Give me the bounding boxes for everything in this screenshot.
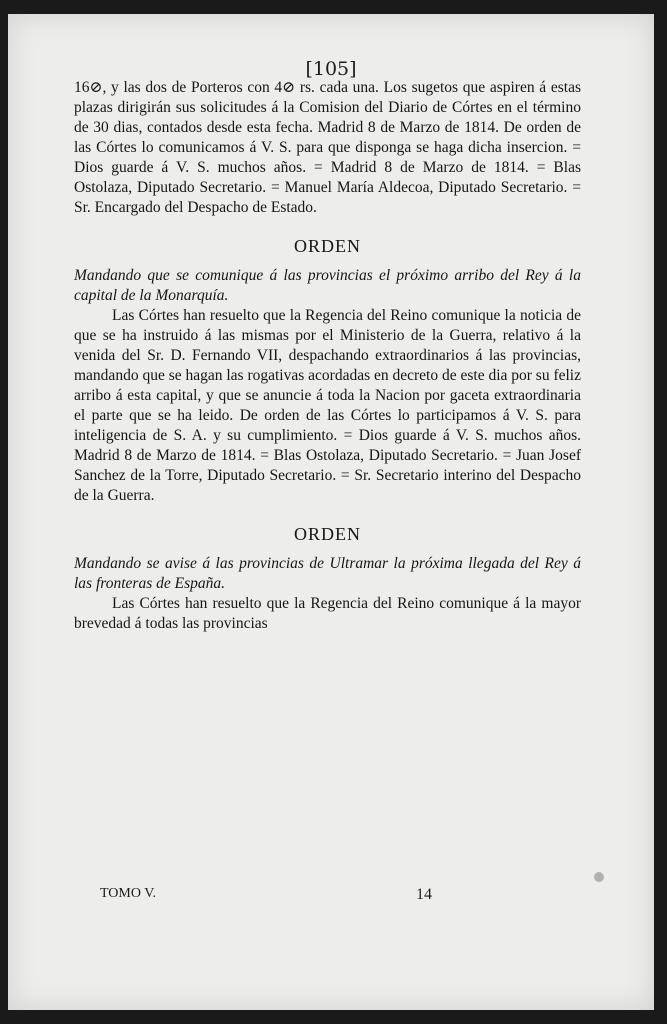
ink-smudge — [594, 872, 604, 882]
orden-body-2: Las Córtes han resuelto que la Regencia del Reino comunique á la mayor brevedad á todas las provincias — [74, 595, 581, 632]
opening-paragraph: 16⊘, y las dos de Porteros con 4⊘ rs. cada una. Los sugetos que aspiren á estas plazas dirigirán sus solicitudes á la Comision del Diario de Córtes en el término de 30 dias, contados desde esta fecha. Madrid 8 de Marzo de 1814. De orden de las Córtes lo comunicamos á V. S. para que disponga se haga dicha insercion. = Dios guarde á V. S. muchos años. = Madrid 8 de Marzo de 1814. = Blas Ostolaza, Diputado Secretario. = Manuel María Aldecoa, Diputado Secretario. = Sr. Encargado del Despacho de Estado. — [74, 79, 581, 216]
orden-subtitle-1: Mandando que se comunique á las provincias el próximo arribo del Rey á la capital de la Monarquía. — [74, 267, 581, 304]
page-footer — [100, 886, 562, 904]
signature-mark: 14 — [416, 886, 432, 903]
orden-subtitle-2: Mandando se avise á las provincias de Ultramar la próxima llegada del Rey á las fronteras de España. — [74, 555, 581, 592]
orden-body-1: Las Córtes han resuelto que la Regencia del Reino comunique la noticia de que se ha instruido á las mismas por el Ministerio de la Guerra, relativo á la venida del Sr. D. Fernando VII, despachando extraordinarios á las provincias, mandando que se hagan las rogativas acordadas en decreto de este dia por su feliz arribo á esta capital, y que se anuncie á toda la Nacion por gaceta extraordinaria el parte que se ha leido. De orden de las Córtes lo participamos á V. S. para inteligencia de S. A. y su cumplimiento. = Dios guarde á V. S. muchos años. Madrid 8 de Marzo de 1814. = Blas Ostolaza, Diputado Secretario. = Juan Josef Sanchez de la Torre, Diputado Secretario. = Sr. Secretario interino del Despacho de la Guerra. — [74, 307, 581, 504]
page-number: [105] — [305, 58, 357, 80]
orden-heading-1: ORDEN — [294, 236, 361, 256]
book-page — [8, 14, 654, 1010]
volume-label: TOMO V. — [100, 886, 157, 901]
page-content — [74, 78, 581, 634]
orden-heading-2: ORDEN — [294, 524, 361, 544]
